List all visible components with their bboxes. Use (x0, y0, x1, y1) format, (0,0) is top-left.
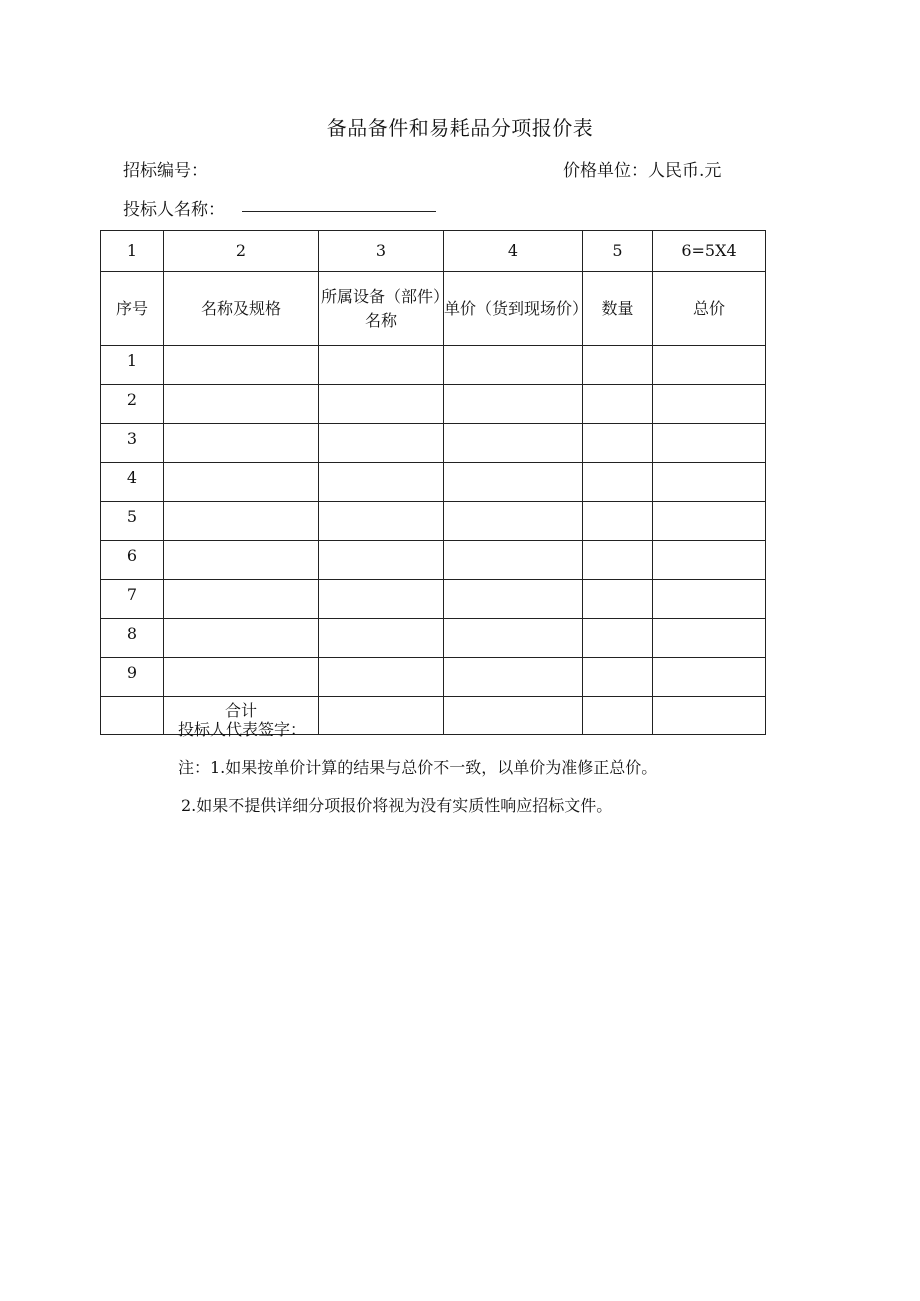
bidder-name-label: 投标人名称： (123, 200, 225, 220)
row-seq: 1 (101, 346, 164, 385)
cell-unit-price[interactable] (444, 658, 583, 697)
column-number: 1 (101, 231, 164, 272)
cell-quantity[interactable] (583, 424, 653, 463)
cell-equipment[interactable] (319, 541, 444, 580)
column-number: 2 (164, 231, 319, 272)
cell-unit-price[interactable] (444, 502, 583, 541)
cell-name-spec[interactable] (164, 619, 319, 658)
cell-quantity[interactable] (583, 463, 653, 502)
header-equipment: 所属设备（部件）名称 (319, 272, 444, 346)
row-seq: 8 (101, 619, 164, 658)
cell-quantity[interactable] (583, 346, 653, 385)
cell-equipment[interactable] (319, 619, 444, 658)
cell-name-spec[interactable] (164, 502, 319, 541)
cell-grand-total[interactable] (653, 697, 766, 735)
cell-name-spec[interactable] (164, 463, 319, 502)
column-number: 5 (583, 231, 653, 272)
cell-quantity[interactable] (583, 658, 653, 697)
cell-total-price[interactable] (653, 346, 766, 385)
cell-unit-price[interactable] (444, 541, 583, 580)
cell-equipment[interactable] (319, 658, 444, 697)
table-row (101, 502, 766, 541)
row-seq: 4 (101, 463, 164, 502)
cell-unit-price[interactable] (444, 697, 583, 735)
cell-quantity[interactable] (583, 502, 653, 541)
cell-total-price[interactable] (653, 463, 766, 502)
table-row (101, 658, 766, 697)
cell-equipment[interactable] (319, 346, 444, 385)
cell-unit-price[interactable] (444, 424, 583, 463)
column-number: 3 (319, 231, 444, 272)
cell-quantity[interactable] (583, 541, 653, 580)
row-seq: 5 (101, 502, 164, 541)
column-number-row (101, 231, 766, 272)
cell-name-spec[interactable] (164, 424, 319, 463)
column-number: 6=5X4 (653, 231, 766, 272)
cell-equipment[interactable] (319, 385, 444, 424)
table-row (101, 424, 766, 463)
cell-equipment[interactable] (319, 463, 444, 502)
header-row (101, 272, 766, 346)
bid-number-label: 招标编号： (123, 161, 208, 181)
cell-quantity[interactable] (583, 619, 653, 658)
signature-label: 投标人代表签字： (178, 720, 307, 739)
total-seq-blank (101, 697, 164, 735)
cell-unit-price[interactable] (444, 346, 583, 385)
cell-quantity[interactable] (583, 697, 653, 735)
cell-unit-price[interactable] (444, 385, 583, 424)
header-quantity: 数量 (583, 272, 653, 346)
header-name-spec: 名称及规格 (164, 272, 319, 346)
cell-unit-price[interactable] (444, 619, 583, 658)
cell-name-spec[interactable] (164, 346, 319, 385)
header-seq: 序号 (101, 272, 164, 346)
price-unit-label: 价格单位：人民币.元 (563, 161, 722, 181)
cell-total-price[interactable] (653, 580, 766, 619)
quote-table (100, 230, 766, 735)
row-seq: 2 (101, 385, 164, 424)
header-unit-price: 单价（货到现场价） (444, 272, 583, 346)
cell-name-spec[interactable] (164, 385, 319, 424)
row-seq: 9 (101, 658, 164, 697)
row-seq: 3 (101, 424, 164, 463)
row-seq: 6 (101, 541, 164, 580)
cell-quantity[interactable] (583, 385, 653, 424)
table-row (101, 541, 766, 580)
table-row (101, 463, 766, 502)
cell-name-spec[interactable] (164, 541, 319, 580)
cell-name-spec[interactable] (164, 580, 319, 619)
table-row (101, 580, 766, 619)
cell-total-price[interactable] (653, 385, 766, 424)
table-row (101, 385, 766, 424)
note-1: 注：1.如果按单价计算的结果与总价不一致，以单价为准修正总价。 (178, 758, 658, 777)
cell-total-price[interactable] (653, 502, 766, 541)
row-seq: 7 (101, 580, 164, 619)
cell-total-price[interactable] (653, 658, 766, 697)
cell-equipment[interactable] (319, 580, 444, 619)
column-number: 4 (444, 231, 583, 272)
total-label: 合计 (164, 697, 319, 735)
cell-total-price[interactable] (653, 424, 766, 463)
cell-total-price[interactable] (653, 541, 766, 580)
cell-unit-price[interactable] (444, 463, 583, 502)
cell-equipment[interactable] (319, 424, 444, 463)
table-row (101, 346, 766, 385)
cell-equipment[interactable] (319, 697, 444, 735)
header-total-price: 总价 (653, 272, 766, 346)
note-2: 2.如果不提供详细分项报价将视为没有实质性响应招标文件。 (181, 796, 613, 815)
page-title: 备品备件和易耗品分项报价表 (326, 116, 594, 140)
cell-equipment[interactable] (319, 502, 444, 541)
cell-total-price[interactable] (653, 619, 766, 658)
cell-unit-price[interactable] (444, 580, 583, 619)
cell-name-spec[interactable] (164, 658, 319, 697)
table-row (101, 619, 766, 658)
cell-quantity[interactable] (583, 580, 653, 619)
bidder-name-blank-line[interactable] (242, 211, 436, 212)
